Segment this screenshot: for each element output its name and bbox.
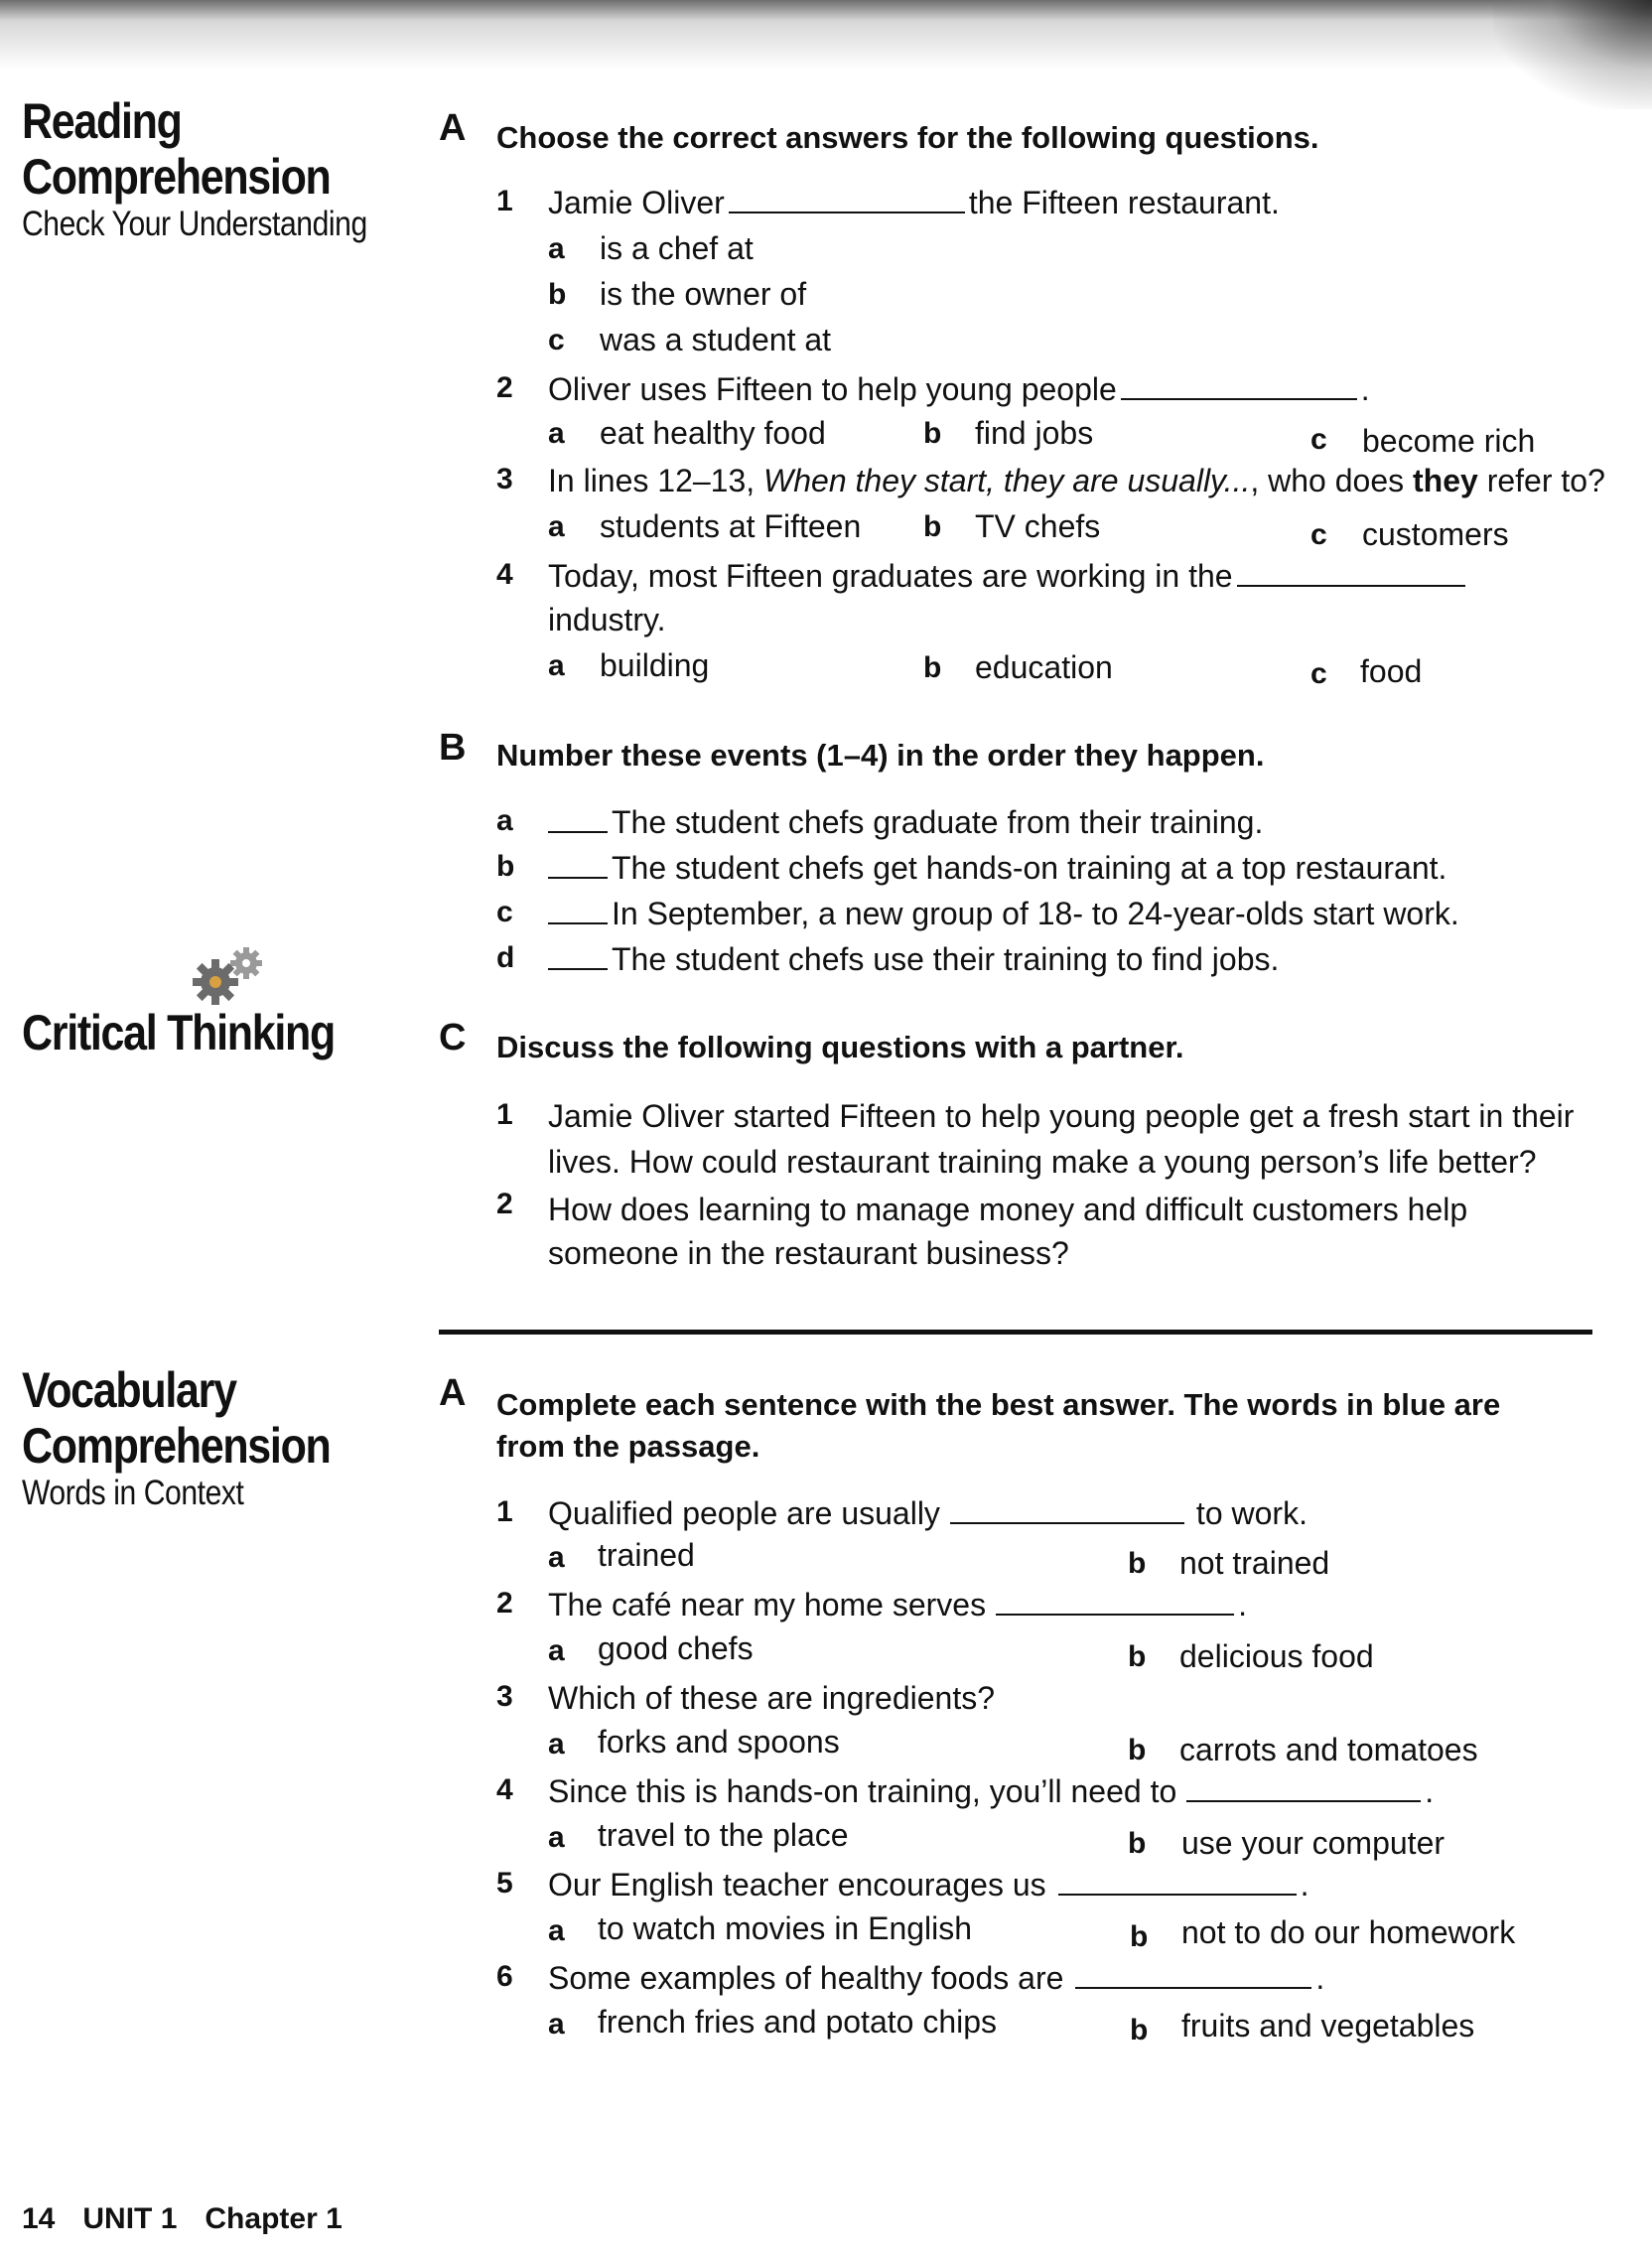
option-letter: c <box>1310 518 1327 551</box>
question-number: 2 <box>496 371 513 404</box>
question-text-after: . <box>1300 1867 1309 1903</box>
option-letter: b <box>1130 1920 1149 1953</box>
gears-icon <box>189 945 270 1007</box>
question-text-before: Jamie Oliver <box>548 185 725 220</box>
question-text-after: to work. <box>1195 1495 1308 1531</box>
answer-blank[interactable] <box>1186 1799 1421 1802</box>
question-text-line2: industry. <box>548 602 666 637</box>
option-letter: a <box>548 1914 565 1947</box>
option-letter: b <box>1130 2014 1149 2046</box>
question-text-mid: , who does <box>1250 463 1405 498</box>
vocab-instruction-line1: Complete each sentence with the best answer. The words in blue are <box>496 1387 1501 1422</box>
event-text: The student chefs graduate from their training. <box>612 804 1264 840</box>
page-number: 14 <box>22 2202 56 2235</box>
question-text-before: Today, most Fifteen graduates are working in the <box>548 558 1233 594</box>
order-blank[interactable] <box>548 830 608 833</box>
question-text-before: Some examples of healthy foods are <box>548 1960 1064 1996</box>
section-c-letter: C <box>439 1017 467 1058</box>
event-item <box>548 892 1600 935</box>
option-text: good chefs <box>598 1630 754 1666</box>
unit-label: UNIT 1 <box>82 2202 178 2235</box>
question-text-before: Oliver uses Fifteen to help young people <box>548 371 1117 407</box>
vocab-section-a-letter: A <box>439 1372 467 1414</box>
option-letter: b <box>548 278 567 311</box>
option-letter: a <box>548 417 565 450</box>
option-text: carrots and tomatoes <box>1179 1732 1478 1767</box>
question-text <box>548 1863 1600 1906</box>
question-number: 1 <box>496 1495 513 1528</box>
option-text: fruits and vegetables <box>1181 2008 1475 2044</box>
section-b-letter: B <box>439 727 467 769</box>
option-text: travel to the place <box>598 1817 849 1853</box>
reading-subtitle: Check Your Understanding <box>22 205 367 243</box>
option-text: not to do our homework <box>1181 1914 1516 1950</box>
option-text: find jobs <box>975 415 1094 451</box>
order-blank[interactable] <box>548 876 608 879</box>
event-letter: a <box>496 804 513 837</box>
question-quote: When they start, they are usually... <box>763 463 1251 498</box>
option-text: eat healthy food <box>600 415 826 451</box>
critical-title: Critical Thinking <box>22 1005 335 1060</box>
option-letter: b <box>923 510 942 543</box>
option-letter: a <box>548 2008 565 2041</box>
question-text-after: the Fifteen restaurant. <box>968 185 1280 220</box>
question-text <box>548 459 1605 502</box>
option-text: forks and spoons <box>598 1724 840 1760</box>
question-number: 4 <box>496 1773 513 1806</box>
answer-blank[interactable] <box>1237 584 1465 587</box>
chapter-label: Chapter 1 <box>205 2202 343 2235</box>
option-letter: a <box>548 649 565 682</box>
event-letter: d <box>496 941 515 974</box>
section-c-instruction: Discuss the following questions with a partner. <box>496 1030 1184 1064</box>
question-text-before: In lines 12–13, <box>548 463 756 498</box>
question-number: 3 <box>496 1680 513 1713</box>
scan-shadow-top <box>0 0 1652 70</box>
option-letter: a <box>548 1541 565 1574</box>
discussion-question-line2: someone in the restaurant business? <box>548 1235 1069 1271</box>
critical-thinking-heading <box>22 1005 419 1060</box>
vocabulary-comprehension-heading <box>22 1362 419 1513</box>
question-number: 1 <box>496 1098 513 1131</box>
vocab-instruction-line2: from the passage. <box>496 1429 760 1464</box>
option-text: is a chef at <box>600 230 754 266</box>
option-letter: a <box>548 1728 565 1761</box>
option-text: education <box>975 649 1113 685</box>
option-text: not trained <box>1179 1545 1330 1581</box>
event-letter: b <box>496 850 515 883</box>
page-footer <box>22 2202 370 2236</box>
option-text: to watch movies in English <box>598 1910 973 1946</box>
option-text: become rich <box>1362 423 1536 459</box>
option-text: students at Fifteen <box>600 508 862 544</box>
question-number: 6 <box>496 1960 513 1993</box>
option-letter: a <box>548 1821 565 1854</box>
option-text: trained <box>598 1537 695 1573</box>
question-text <box>548 181 1600 224</box>
option-letter: c <box>548 324 565 356</box>
option-letter: c <box>1310 423 1327 456</box>
question-keyword: they <box>1413 463 1478 498</box>
question-text-after: . <box>1360 371 1370 407</box>
event-text: In September, a new group of 18- to 24-year-olds start work. <box>612 896 1459 931</box>
option-letter: b <box>923 651 942 684</box>
section-divider <box>439 1330 1592 1335</box>
option-text: food <box>1360 653 1423 689</box>
event-text: The student chefs get hands-on training at a top restaurant. <box>612 850 1447 886</box>
question-text <box>548 1956 1600 2000</box>
answer-blank[interactable] <box>996 1613 1234 1616</box>
option-letter: c <box>1310 657 1327 690</box>
answer-blank[interactable] <box>1121 397 1357 400</box>
answer-blank[interactable] <box>1058 1893 1297 1896</box>
option-text: is the owner of <box>600 276 807 312</box>
discussion-question-line1: Jamie Oliver started Fifteen to help young people get a fresh start in their <box>548 1098 1575 1134</box>
option-text: TV chefs <box>975 508 1101 544</box>
option-letter: b <box>1128 1547 1147 1580</box>
event-letter: c <box>496 896 513 928</box>
order-blank[interactable] <box>548 921 608 924</box>
option-letter: b <box>1128 1734 1147 1766</box>
option-text: use your computer <box>1181 1825 1446 1861</box>
question-text-after: . <box>1315 1960 1325 1996</box>
option-letter: a <box>548 510 565 543</box>
event-item <box>548 937 1600 981</box>
question-number: 4 <box>496 558 513 591</box>
question-number: 2 <box>496 1587 513 1620</box>
option-letter: a <box>548 232 565 265</box>
option-letter: a <box>548 1634 565 1667</box>
question-text <box>548 1676 1600 1720</box>
question-number: 2 <box>496 1188 513 1220</box>
option-letter: b <box>1128 1827 1147 1860</box>
vocab-instruction <box>496 1384 1598 1468</box>
question-number: 5 <box>496 1867 513 1900</box>
question-text <box>548 1583 1600 1626</box>
reading-comprehension-heading <box>22 93 419 244</box>
option-text: french fries and potato chips <box>598 2004 998 2040</box>
question-text <box>548 554 1600 598</box>
question-text-before: Since this is hands-on training, you’ll need to <box>548 1773 1177 1809</box>
discussion-question-line2: lives. How could restaurant training make a young person’s life better? <box>548 1144 1537 1180</box>
event-item <box>548 846 1600 890</box>
discussion-question-line1: How does learning to manage money and difficult customers help <box>548 1192 1468 1227</box>
question-text-after: . <box>1425 1773 1435 1809</box>
vocab-title-line2: Comprehension <box>22 1418 331 1474</box>
reading-title-line2: Comprehension <box>22 149 331 205</box>
order-blank[interactable] <box>548 967 608 970</box>
vocab-title-line1: Vocabulary <box>22 1362 236 1418</box>
reading-title-line1: Reading <box>22 93 182 149</box>
question-text <box>548 1491 1600 1535</box>
option-letter: b <box>923 417 942 450</box>
option-text: delicious food <box>1179 1638 1374 1674</box>
question-text-before: The café near my home serves <box>548 1587 987 1622</box>
section-a-instruction: Choose the correct answers for the following questions. <box>496 120 1319 155</box>
answer-blank[interactable] <box>1075 1986 1311 1989</box>
event-text: The student chefs use their training to find jobs. <box>612 941 1280 977</box>
question-text <box>548 367 1600 411</box>
question-number: 1 <box>496 185 513 217</box>
question-text-before: Which of these are ingredients? <box>548 1680 996 1716</box>
vocab-subtitle: Words in Context <box>22 1474 244 1512</box>
option-letter: b <box>1128 1640 1147 1673</box>
answer-blank[interactable] <box>950 1521 1184 1524</box>
question-text-after: refer to? <box>1486 463 1605 498</box>
answer-blank[interactable] <box>729 211 965 213</box>
section-b-instruction: Number these events (1–4) in the order they happen. <box>496 738 1265 773</box>
option-text: customers <box>1362 516 1509 552</box>
option-text: was a student at <box>600 322 832 357</box>
option-text: building <box>600 647 710 683</box>
question-text-after: . <box>1238 1587 1247 1622</box>
question-text <box>548 1769 1600 1813</box>
scan-shadow-corner <box>1493 0 1652 109</box>
question-text-before: Our English teacher encourages us <box>548 1867 1046 1903</box>
question-text-before: Qualified people are usually <box>548 1495 940 1531</box>
question-number: 3 <box>496 463 513 495</box>
event-item <box>548 800 1600 844</box>
section-a-letter: A <box>439 107 467 149</box>
